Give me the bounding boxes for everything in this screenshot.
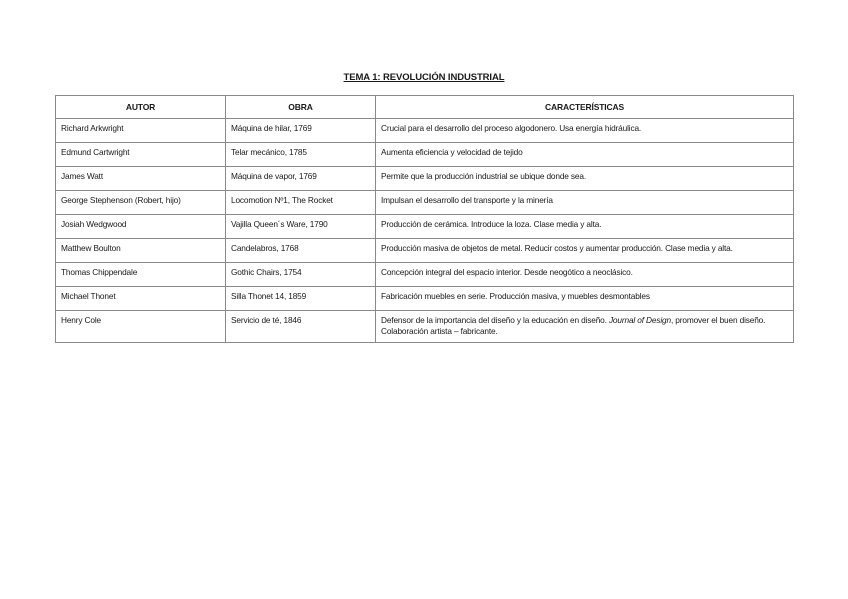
cell-caracteristicas: Permite que la producción industrial se ubique donde sea. — [376, 167, 794, 191]
table-row — [56, 311, 794, 343]
cell-autor: James Watt — [56, 167, 226, 191]
table-row — [56, 215, 794, 239]
cell-obra: Servicio de té, 1846 — [226, 311, 376, 343]
header-autor: AUTOR — [56, 96, 226, 119]
table-row — [56, 287, 794, 311]
cell-caracteristicas — [376, 311, 794, 343]
cell-obra: Locomotion Nº1, The Rocket — [226, 191, 376, 215]
cell-autor: Edmund Cartwright — [56, 143, 226, 167]
cell-obra: Candelabros, 1768 — [226, 239, 376, 263]
cell-obra: Telar mecánico, 1785 — [226, 143, 376, 167]
header-obra: OBRA — [226, 96, 376, 119]
cell-obra: Máquina de hilar, 1769 — [226, 119, 376, 143]
cell-caracteristicas: Aumenta eficiencia y velocidad de tejido — [376, 143, 794, 167]
cell-autor: Michael Thonet — [56, 287, 226, 311]
cell-caracteristicas: Producción de cerámica. Introduce la loza. Clase media y alta. — [376, 215, 794, 239]
cell-caracteristicas: Impulsan el desarrollo del transporte y la minería — [376, 191, 794, 215]
cell-caracteristicas: Producción masiva de objetos de metal. Reducir costos y aumentar producción. Clase media y alta. — [376, 239, 794, 263]
cell-caracteristicas: Fabricación muebles en serie. Producción masiva, y muebles desmontables — [376, 287, 794, 311]
cell-caracteristicas: Crucial para el desarrollo del proceso algodonero. Usa energía hidráulica. — [376, 119, 794, 143]
table-row — [56, 167, 794, 191]
page-title: TEMA 1: REVOLUCIÓN INDUSTRIAL — [343, 72, 505, 83]
table-row — [56, 239, 794, 263]
table-row — [56, 119, 794, 143]
cell-obra: Gothic Chairs, 1754 — [226, 263, 376, 287]
table-row — [56, 263, 794, 287]
cell-autor: Thomas Chippendale — [56, 263, 226, 287]
table-row — [56, 143, 794, 167]
cell-caracteristicas: Concepción integral del espacio interior. Desde neogótico a neoclásico. — [376, 263, 794, 287]
cell-autor: George Stephenson (Robert, hijo) — [56, 191, 226, 215]
table-row — [56, 191, 794, 215]
authors-table — [55, 95, 794, 343]
cell-obra: Vajilla Queen´s Ware, 1790 — [226, 215, 376, 239]
cell-autor: Henry Cole — [56, 311, 226, 343]
cell-autor: Matthew Boulton — [56, 239, 226, 263]
table-header-row — [56, 96, 794, 119]
journal-title: Journal of Design — [608, 315, 671, 325]
cell-obra: Silla Thonet 14, 1859 — [226, 287, 376, 311]
cell-autor: Josiah Wedgwood — [56, 215, 226, 239]
cell-obra: Máquina de vapor, 1769 — [226, 167, 376, 191]
cell-autor: Richard Arkwright — [56, 119, 226, 143]
header-caracteristicas: CARACTERÍSTICAS — [376, 96, 794, 119]
caracteristicas-text-before: Defensor de la importancia del diseño y la educación en diseño. — [381, 315, 609, 325]
caracteristicas-text-after: , promover el buen diseño. Colaboración artista – fabricante. — [381, 315, 766, 336]
